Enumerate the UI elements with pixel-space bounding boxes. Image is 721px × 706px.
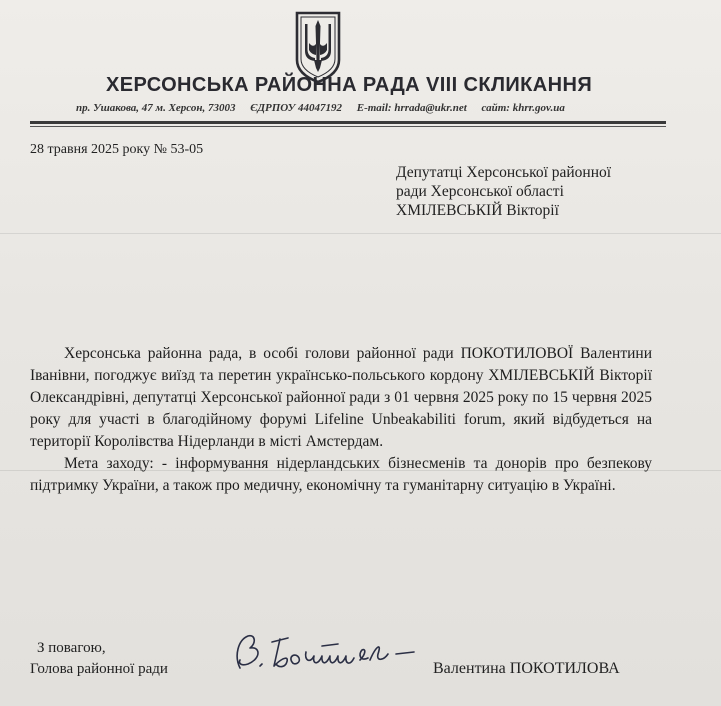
organization-name: ХЕРСОНСЬКА РАЙОННА РАДА VIII СКЛИКАННЯ xyxy=(106,74,593,96)
closing-regards: З повагою, xyxy=(37,640,106,656)
signer-name: Валентина ПОКОТИЛОВА xyxy=(433,660,620,677)
organization-website[interactable]: сайт: khrr.gov.ua xyxy=(481,102,565,114)
recipient-block xyxy=(396,163,696,220)
body-paragraph: Мета заходу: - інформування нідерландських бізнесменів та донорів про безпекову підтримку України, а також про медичну, економічну та гуманітарну ситуацію в Україні. xyxy=(30,455,652,494)
header-rule-thin xyxy=(30,126,666,127)
document-date-number: 28 травня 2025 року № 53-05 xyxy=(30,142,204,157)
organization-address: пр. Ушакова, 47 м. Херсон, 73003 xyxy=(76,102,236,114)
recipient-line: ХМІЛЕВСЬКІЙ Вікторії xyxy=(396,202,559,219)
signer-position: Голова районної ради xyxy=(30,661,168,677)
organization-edrpou: ЄДРПОУ 44047192 xyxy=(250,102,342,114)
handwritten-signature xyxy=(226,626,422,678)
organization-contacts xyxy=(76,102,646,114)
body-paragraph: Херсонська районна рада, в особі голови районної ради ПОКОТИЛОВОЇ Валентини Іванівни, погоджує виїзд та перетин українсько-польського кордону ХМІЛЕВСЬКІЙ Вікторії Олександрівні, депутатці Херсонської районної ради з 01 червня 2025 року по 15 червня 2025 року для участі в благодійному форумі Lifeline Unbeakabiliti forum, який відбудеться на території Королівства Нідерланди в місті Амстердам. xyxy=(30,345,652,450)
letter-body xyxy=(30,343,652,497)
trident-coat-of-arms-icon xyxy=(293,10,343,84)
header-rule xyxy=(30,121,666,124)
recipient-line: ради Херсонської області xyxy=(396,183,564,200)
recipient-line: Депутатці Херсонської районної xyxy=(396,164,612,181)
paper-fold xyxy=(0,233,721,234)
closing-block xyxy=(30,638,168,680)
organization-email[interactable]: E-mail: hrrada@ukr.net xyxy=(356,102,467,114)
